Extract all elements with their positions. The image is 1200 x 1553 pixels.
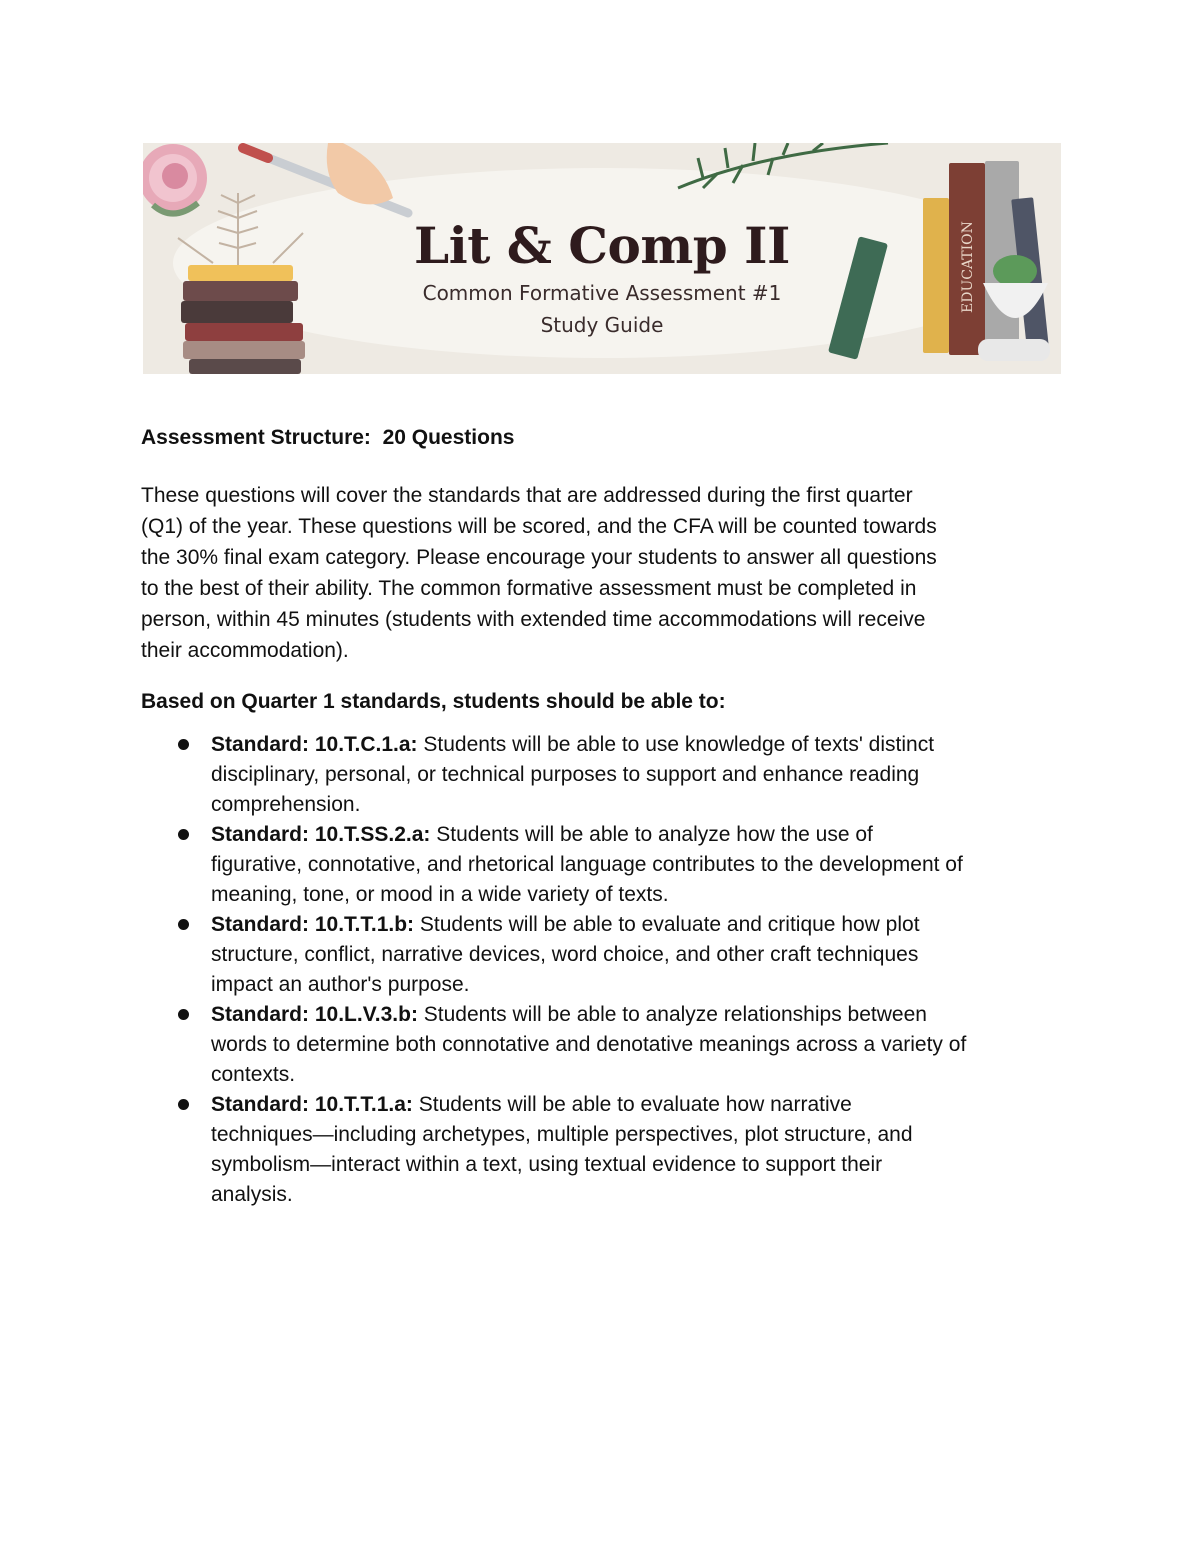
standard-line: analysis. bbox=[211, 1183, 293, 1206]
standard-line: meaning, tone, or mood in a wide variety of texts. bbox=[211, 883, 669, 906]
standards-list bbox=[0, 730, 1200, 1210]
book-spine-text: EDUCATION bbox=[960, 221, 976, 313]
standard-line: disciplinary, personal, or technical purposes to support and enhance reading bbox=[211, 763, 920, 786]
standards-heading: Based on Quarter 1 standards, students should be able to: bbox=[141, 690, 726, 713]
intro-line: their accommodation). bbox=[141, 639, 349, 662]
standard-item bbox=[0, 1000, 1200, 1090]
standard-item bbox=[0, 910, 1200, 1000]
intro-line: to the best of their ability. The common formative assessment must be completed in bbox=[141, 577, 917, 600]
intro-paragraph bbox=[141, 480, 1061, 666]
standard-line: words to determine both connotative and denotative meanings across a variety of bbox=[211, 1033, 967, 1056]
bullet-icon bbox=[178, 1009, 189, 1020]
standard-line: structure, conflict, narrative devices, word choice, and other craft techniques bbox=[211, 943, 919, 966]
standard-code: Standard: 10.T.T.1.b: bbox=[211, 913, 415, 936]
assessment-structure-heading: Assessment Structure: 20 Questions bbox=[141, 426, 515, 449]
standard-item bbox=[0, 730, 1200, 820]
course-banner bbox=[143, 143, 1061, 374]
standard-line: impact an author's purpose. bbox=[211, 973, 470, 996]
banner-subtitle: Common Formative Assessment #1 bbox=[422, 281, 782, 305]
standard-line: techniques—including archetypes, multiple perspectives, plot structure, and bbox=[211, 1123, 913, 1146]
standard-text: Students will be able to use knowledge of texts' distinct bbox=[417, 733, 935, 756]
standard-first-line bbox=[211, 1090, 1200, 1120]
intro-line: the 30% final exam category. Please encourage your students to answer all questions bbox=[141, 546, 937, 569]
intro-line: person, within 45 minutes (students with extended time accommodations will receive bbox=[141, 608, 926, 631]
standard-line: comprehension. bbox=[211, 793, 361, 816]
bullet-icon bbox=[178, 829, 189, 840]
standard-line: figurative, connotative, and rhetorical language contributes to the development of bbox=[211, 853, 963, 876]
standard-line: symbolism—interact within a text, using textual evidence to support their bbox=[211, 1153, 883, 1176]
standard-first-line bbox=[211, 910, 1200, 940]
banner-title: Lit & Comp II bbox=[414, 216, 790, 275]
standard-first-line bbox=[211, 820, 1200, 850]
bullet-icon bbox=[178, 919, 189, 930]
standard-item bbox=[0, 1090, 1200, 1210]
standard-code: Standard: 10.L.V.3.b: bbox=[211, 1003, 418, 1026]
intro-line: (Q1) of the year. These questions will be scored, and the CFA will be counted towards bbox=[141, 515, 937, 538]
bullet-icon bbox=[178, 1099, 189, 1110]
peony-flower-icon bbox=[143, 144, 207, 214]
standard-text: Students will be able to analyze relationships between bbox=[417, 1003, 927, 1026]
standard-code: Standard: 10.T.SS.2.a: bbox=[211, 823, 431, 846]
standard-text: Students will be able to evaluate how narrative bbox=[412, 1093, 852, 1116]
banner-subtitle-study-guide: Study Guide bbox=[540, 313, 664, 337]
intro-line: These questions will cover the standards that are addressed during the first quarter bbox=[141, 484, 913, 507]
standard-code: Standard: 10.T.T.1.a: bbox=[211, 1093, 413, 1116]
standard-text: Students will be able to analyze how the use of bbox=[430, 823, 873, 846]
standard-line: contexts. bbox=[211, 1063, 296, 1086]
standard-code: Standard: 10.T.C.1.a: bbox=[211, 733, 418, 756]
standard-first-line bbox=[211, 1000, 1200, 1030]
standard-text: Students will be able to evaluate and critique how plot bbox=[414, 913, 920, 936]
standard-item bbox=[0, 820, 1200, 910]
book-stack-icon bbox=[181, 265, 305, 374]
standard-first-line bbox=[211, 730, 1200, 760]
bullet-icon bbox=[178, 739, 189, 750]
